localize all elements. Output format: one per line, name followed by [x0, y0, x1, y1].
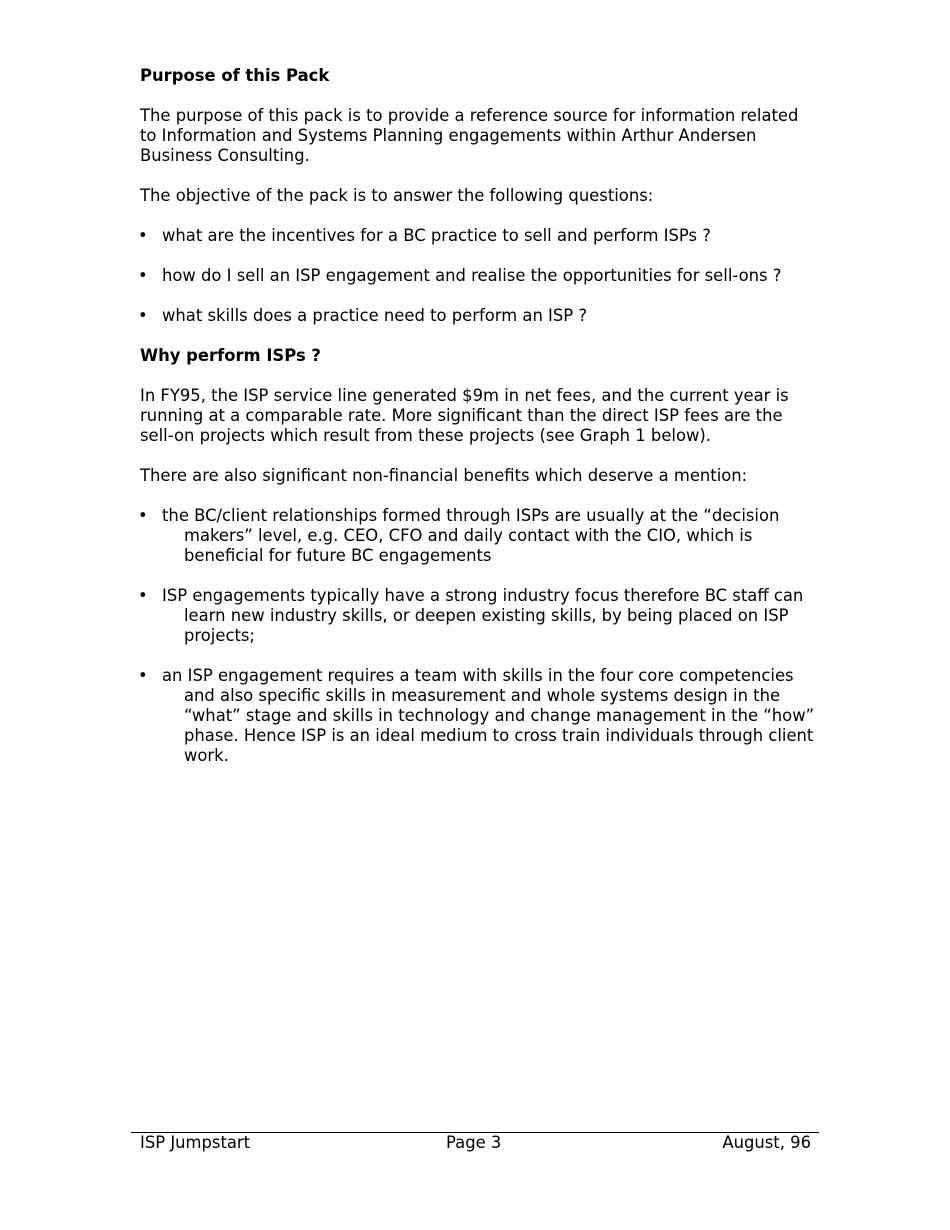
footer-document-title: ISP Jumpstart — [140, 1133, 251, 1152]
list-item-text: ISP engagements typically have a strong industry focus therefore BC staff can learn new industry skills, or deepen existing skills, by being placed on ISP projects; — [162, 586, 804, 645]
footer-date: August, 96 — [722, 1133, 811, 1152]
list-item-text: what skills does a practice need to perform an ISP ? — [162, 306, 588, 325]
list-item — [140, 506, 820, 566]
bullet-icon: • — [138, 586, 148, 605]
fees-paragraph: In FY95, the ISP service line generated $9m in net fees, and the current year is running at a comparable rate. More significant than the direct ISP fees are the sell-on projects which result from these projects (see Graph 1 below). — [140, 386, 789, 445]
page-footer — [140, 1133, 811, 1153]
list-item — [140, 586, 820, 646]
bullet-icon: • — [138, 506, 148, 525]
list-item-text: an ISP engagement requires a team with skills in the four core competencies and also specific skills in measurement and whole systems design in the “what” stage and skills in technology and change management in the “how” phase. Hence ISP is an ideal medium to cross train individuals through client work. — [162, 666, 815, 765]
benefits-paragraph: There are also significant non-financial benefits which deserve a mention: — [140, 466, 748, 485]
section-heading-why: Why perform ISPs ? — [140, 346, 321, 365]
footer-page-number: Page 3 — [446, 1133, 502, 1152]
list-item — [140, 226, 820, 246]
bullet-icon: • — [138, 226, 148, 245]
bullet-icon: • — [138, 266, 148, 285]
list-item — [140, 266, 820, 286]
bullet-icon: • — [138, 666, 148, 685]
objective-paragraph: The objective of the pack is to answer the following questions: — [140, 186, 654, 205]
list-item-text: the BC/client relationships formed through ISPs are usually at the “decision makers” level, e.g. CEO, CFO and daily contact with the CIO, which is beneficial for future BC engagements — [162, 506, 780, 565]
list-item — [140, 306, 820, 326]
document-body — [140, 66, 820, 766]
purpose-paragraph: The purpose of this pack is to provide a reference source for information related to Information and Systems Planning engagements within Arthur Andersen Business Consulting. — [140, 106, 799, 165]
list-item-text: what are the incentives for a BC practice to sell and perform ISPs ? — [162, 226, 711, 245]
section-heading-purpose: Purpose of this Pack — [140, 66, 330, 85]
list-item — [140, 666, 820, 766]
bullet-icon: • — [138, 306, 148, 325]
list-item-text: how do I sell an ISP engagement and realise the opportunities for sell-ons ? — [162, 266, 782, 285]
